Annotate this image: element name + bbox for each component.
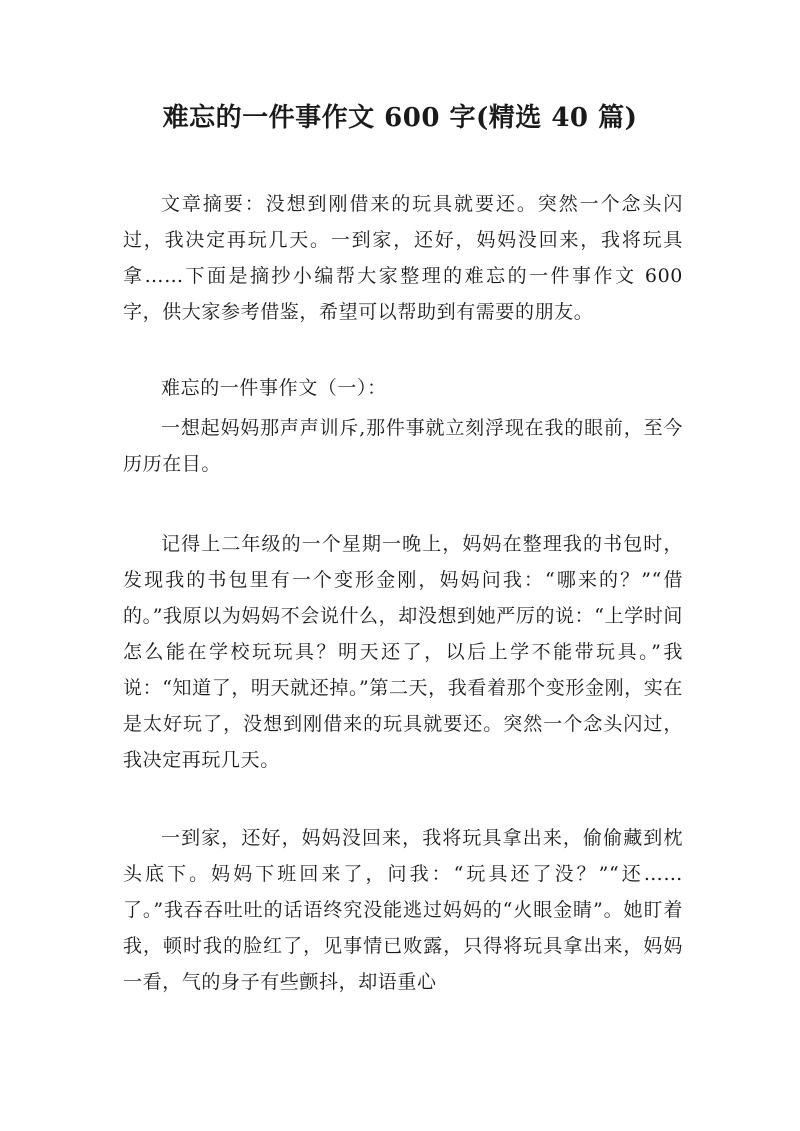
section-heading: 难忘的一件事作文（一）： xyxy=(161,377,387,399)
body-paragraph: 记得上二年级的一个星期一晚上，妈妈在整理我的书包时，发现我的书包里有一个变形金刚，妈妈问我：“哪来的？”“借的。”我原以为妈妈不会说什么，却没想到她严厉的说：“上学时间怎么能在学校玩玩具？明天还了，以后上学不能带玩具。”我说：“知道了，明天就还掉。”第二天，我看着那个变形金刚，实在是太好玩了，没想到刚借来的玩具就要还。突然一个念头闪过，我决定再玩几天。 xyxy=(123,533,683,771)
body-paragraph: 一到家，还好，妈妈没回来，我将玩具拿出来，偷偷藏到枕头底下。妈妈下班回来了，问我：“玩具还了没？”“还……了。”我吞吞吐吐的话语终究没能逃过妈妈的“火眼金睛”。她盯着我，顿时我的脸红了，见事情已败露，只得将玩具拿出来，妈妈一看，气的身子有些颤抖，却语重心 xyxy=(123,827,683,993)
document-title: 难忘的一件事作文 600 字(精选 40 篇) xyxy=(162,103,638,133)
abstract-paragraph: 文章摘要：没想到刚借来的玩具就要还。突然一个念头闪过，我决定再玩几天。一到家，还好，妈妈没回来，我将玩具拿……下面是摘抄小编帮大家整理的难忘的一件事作文 600 字，供大家参考借鉴，希望可以帮助到有需要的朋友。 xyxy=(123,193,683,323)
body-paragraph: 一想起妈妈那声声训斥,那件事就立刻浮现在我的眼前，至今历历在目。 xyxy=(123,417,683,475)
